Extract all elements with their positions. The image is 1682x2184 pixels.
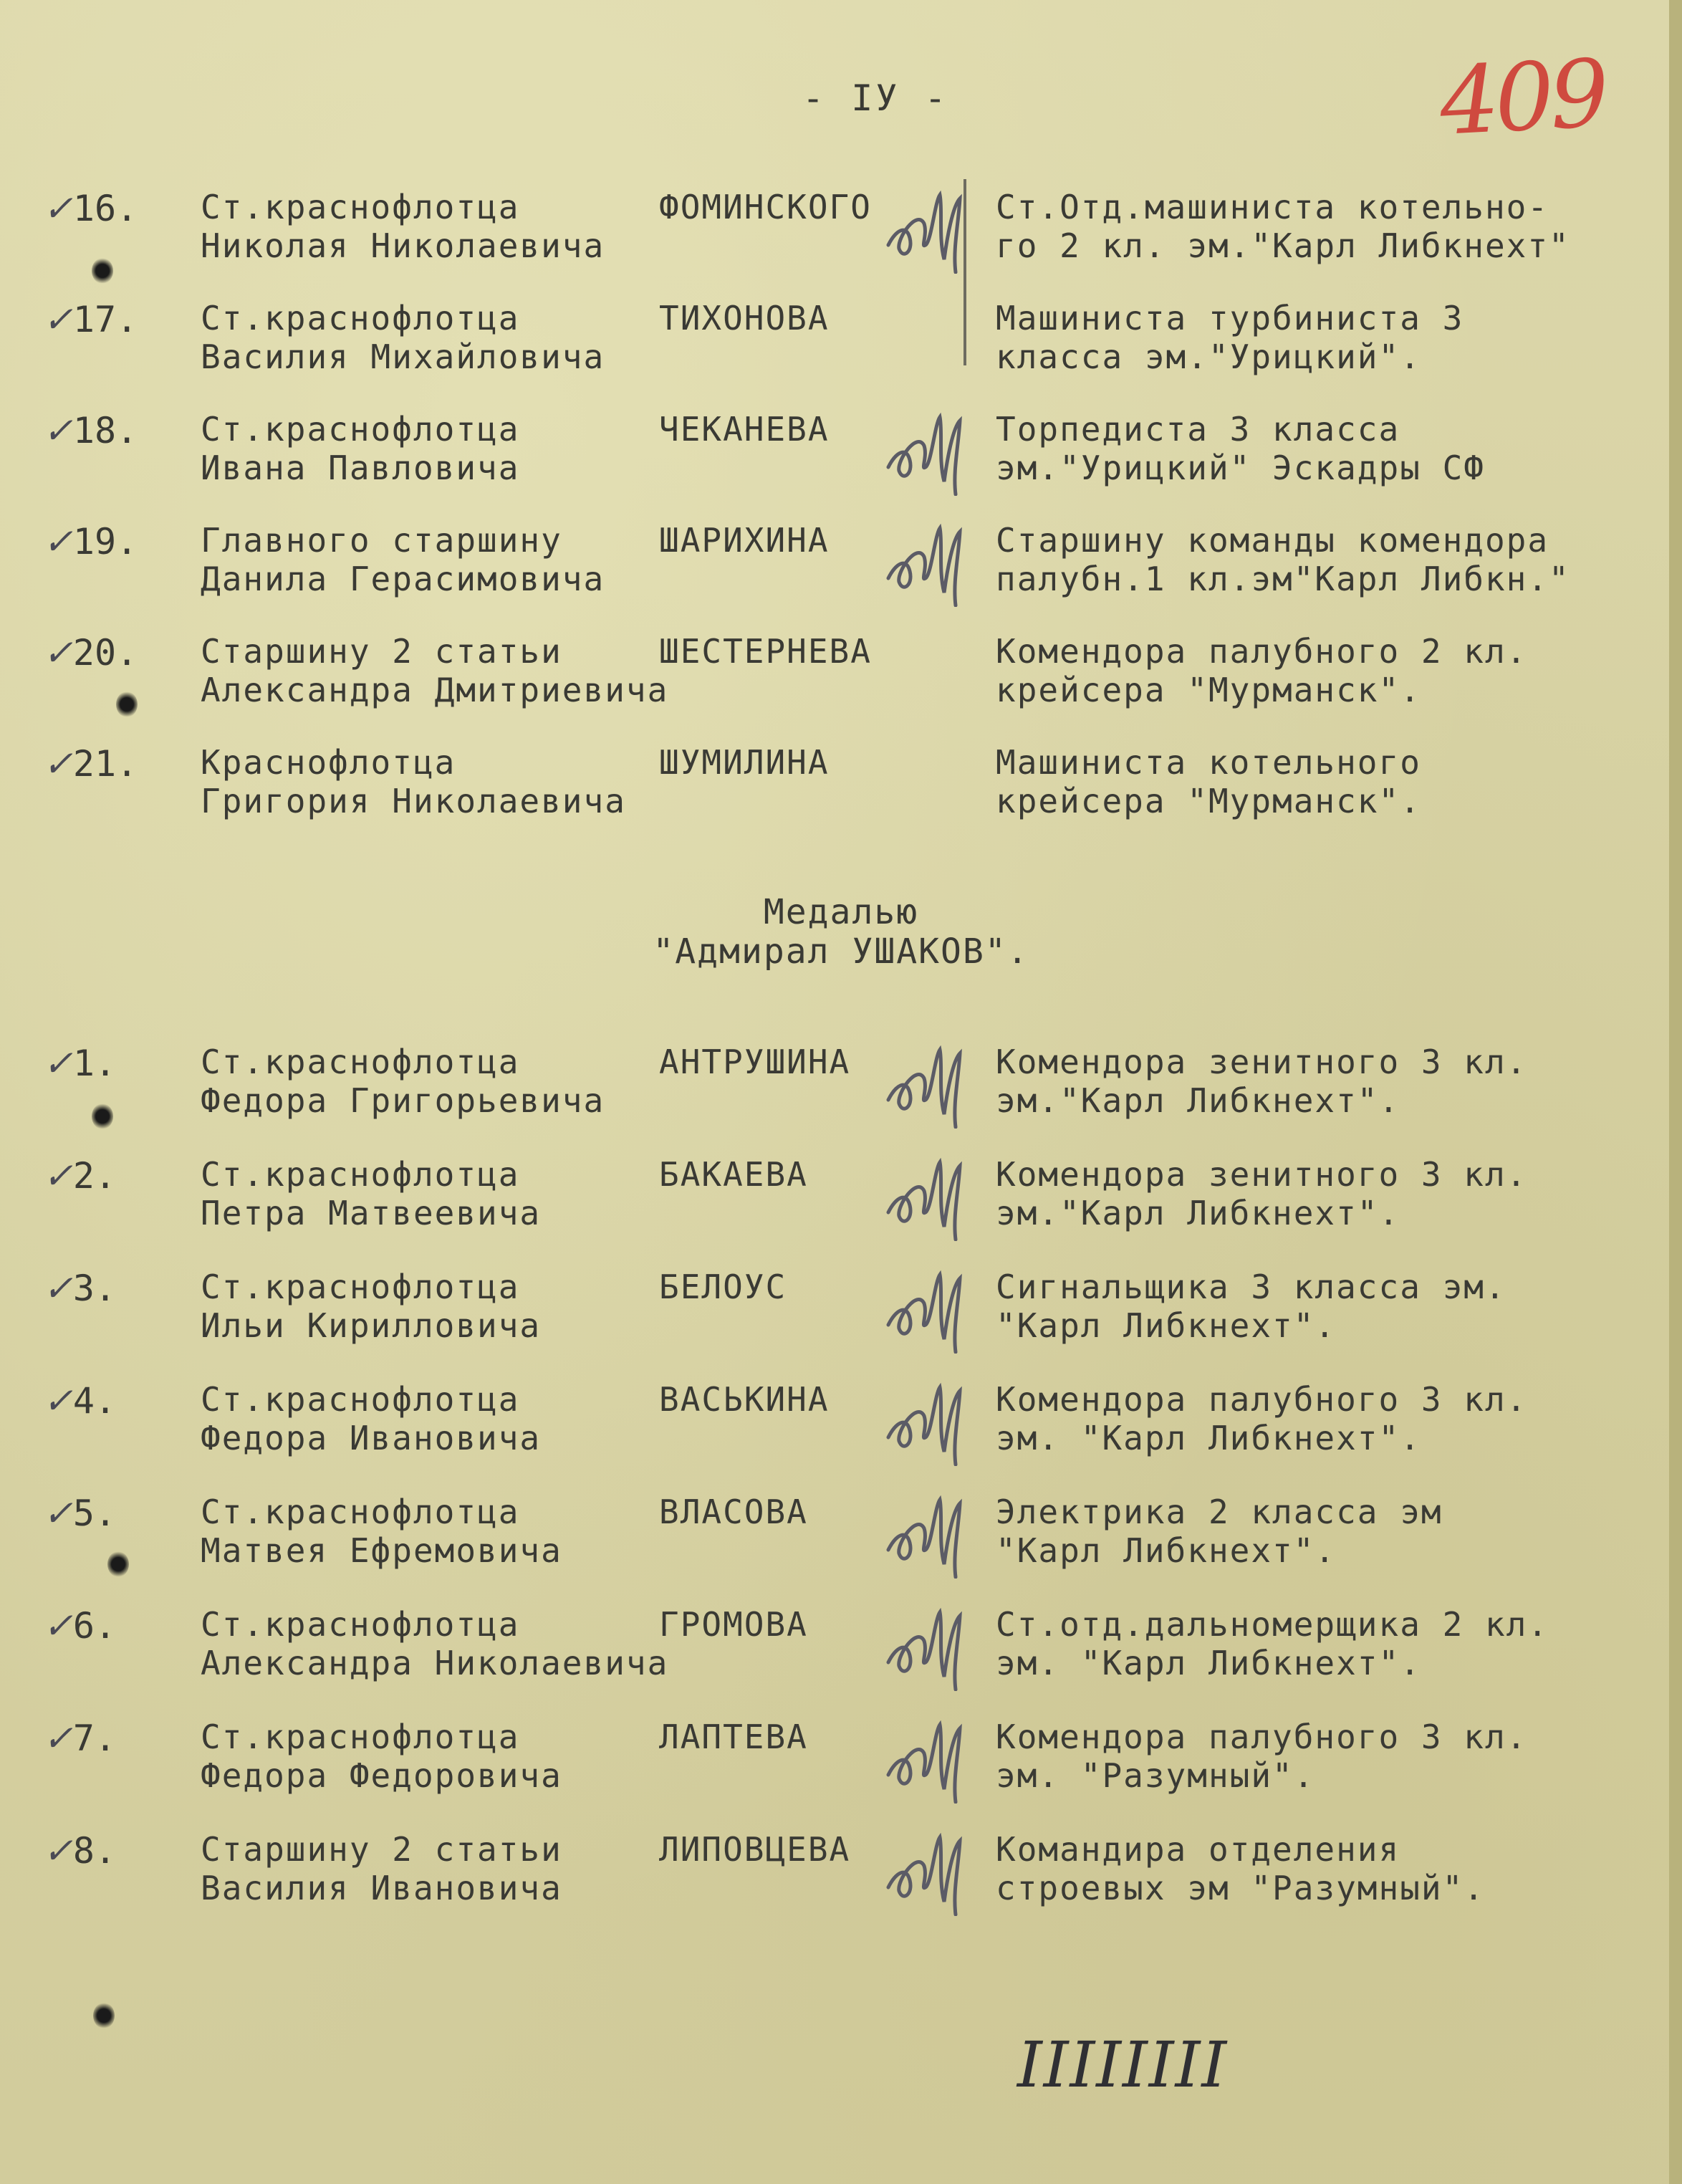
entry-position-line1: Ст.Отд.машиниста котельно-: [996, 188, 1549, 226]
entry-rank: Ст.краснофлотца: [201, 410, 520, 449]
entry-position-line1: Комендора зенитного 3 кл.: [996, 1155, 1528, 1194]
punch-hole: [92, 1103, 113, 1129]
entry-position-line2: класса эм."Урицкий".: [996, 337, 1421, 376]
award-entry: [0, 743, 1682, 829]
checkmark-icon: ✓: [43, 1155, 73, 1197]
entry-surname: ШУМИЛИНА: [659, 743, 830, 782]
entry-given-names: Данила Герасимовича: [201, 560, 605, 598]
entry-number-text: 1.: [72, 1043, 117, 1084]
entry-surname: ВАСЬКИНА: [659, 1380, 830, 1419]
checkmark-icon: ✓: [43, 521, 73, 562]
entry-position-line1: Ст.отд.дальномерщика 2 кл.: [996, 1605, 1549, 1644]
entry-position-line2: эм."Урицкий" Эскадры СФ: [996, 449, 1485, 487]
entry-number: [43, 521, 179, 562]
entry-surname: ГРОМОВА: [659, 1605, 808, 1644]
entry-surname: ЧЕКАНЕВА: [659, 410, 830, 449]
checkmark-icon: ✓: [43, 1493, 73, 1534]
checkmark-icon: ✓: [43, 1268, 73, 1309]
checkmark-icon: ✓: [43, 1830, 73, 1872]
entry-position-line2: строевых эм "Разумный".: [996, 1869, 1485, 1907]
punch-hole: [92, 258, 113, 284]
entry-number: [43, 1043, 179, 1084]
pencil-signature: [881, 1485, 967, 1579]
entry-surname: ШАРИХИНА: [659, 521, 830, 560]
archive-number: 409: [1437, 39, 1607, 156]
entry-given-names: Василия Михайловича: [201, 337, 605, 376]
checkmark-icon: ✓: [43, 743, 73, 785]
entry-rank: Ст.краснофлотца: [201, 188, 520, 226]
checkmark-icon: ✓: [43, 1043, 73, 1084]
entry-surname: ФОМИНСКОГО: [659, 188, 872, 226]
entry-number-text: 7.: [72, 1718, 117, 1759]
pencil-signature: [881, 1035, 967, 1129]
entry-number: [43, 1830, 179, 1872]
entry-position-line2: эм. "Разумный".: [996, 1756, 1315, 1795]
entry-position-line1: Старшину команды комендора: [996, 521, 1549, 560]
entry-number: [43, 632, 179, 674]
entry-given-names: Александра Николаевича: [201, 1644, 669, 1682]
entry-number: [43, 1380, 179, 1422]
entry-number: [43, 1268, 179, 1309]
checkmark-icon: ✓: [43, 632, 73, 674]
entry-rank: Ст.краснофлотца: [201, 1718, 520, 1756]
entry-rank: Главного старшину: [201, 521, 562, 560]
entry-number: [43, 1718, 179, 1759]
entry-rank: Старшину 2 статьи: [201, 1830, 562, 1869]
entry-number-text: 18.: [72, 410, 138, 451]
entry-number: [43, 188, 179, 229]
entry-number: [43, 1605, 179, 1647]
punch-hole: [116, 691, 138, 717]
entry-surname: АНТРУШИНА: [659, 1043, 851, 1081]
entry-number-text: 6.: [72, 1605, 117, 1647]
entry-surname: ЛАПТЕВА: [659, 1718, 808, 1756]
award-entry: [0, 1380, 1682, 1466]
entry-number-text: 3.: [72, 1268, 117, 1309]
entry-position-line2: эм. "Карл Либкнехт".: [996, 1644, 1421, 1682]
entry-position-line2: палубн.1 кл.эм"Карл Либкн.": [996, 560, 1570, 598]
entry-position-line2: эм."Карл Либкнехт".: [996, 1194, 1400, 1232]
entry-rank: Ст.краснофлотца: [201, 1155, 520, 1194]
entry-position-line1: Комендора палубного 2 кл.: [996, 632, 1528, 671]
checkmark-icon: ✓: [43, 299, 73, 340]
entry-given-names: Николая Николаевича: [201, 226, 605, 265]
entry-position-line1: Комендора палубного 3 кл.: [996, 1718, 1528, 1756]
award-entry: [0, 410, 1682, 496]
award-entry: [0, 299, 1682, 385]
award-entry: [0, 1493, 1682, 1579]
entry-position-line2: "Карл Либкнехт".: [996, 1531, 1337, 1570]
entry-position-line2: эм."Карл Либкнехт".: [996, 1081, 1400, 1120]
entry-number: [43, 299, 179, 340]
pencil-signature: [881, 1823, 967, 1916]
pencil-signature: [881, 1148, 967, 1241]
entry-given-names: Александра Дмитриевича: [201, 671, 669, 709]
entry-position-line2: эм. "Карл Либкнехт".: [996, 1419, 1421, 1457]
entry-position-line1: Комендора палубного 3 кл.: [996, 1380, 1528, 1419]
checkmark-icon: ✓: [43, 1605, 73, 1647]
entry-position-line1: Машиниста котельного: [996, 743, 1421, 782]
entry-surname: ШЕСТЕРНЕВА: [659, 632, 872, 671]
entry-rank: Ст.краснофлотца: [201, 1043, 520, 1081]
entry-given-names: Василия Ивановича: [201, 1869, 562, 1907]
award-entry: [0, 1043, 1682, 1129]
entry-number-text: 4.: [72, 1380, 117, 1422]
entry-surname: ВЛАСОВА: [659, 1493, 808, 1531]
entry-number-text: 20.: [72, 632, 138, 674]
entry-rank: Ст.краснофлотца: [201, 1493, 520, 1531]
entry-position-line2: крейсера "Мурманск".: [996, 671, 1421, 709]
pencil-signature: [881, 1710, 967, 1804]
entry-rank: Ст.краснофлотца: [201, 299, 520, 337]
entry-number-text: 5.: [72, 1493, 117, 1534]
entry-number: [43, 1155, 179, 1197]
entry-number-text: 16.: [72, 188, 138, 229]
entry-position-line1: Электрика 2 класса эм: [996, 1493, 1443, 1531]
award-entry: [0, 521, 1682, 607]
checkmark-icon: ✓: [43, 1718, 73, 1759]
pencil-signature: [881, 181, 967, 274]
pencil-signature: [881, 1373, 967, 1466]
entry-position-line1: Машиниста турбиниста 3: [996, 299, 1464, 337]
entry-position-line2: крейсера "Мурманск".: [996, 782, 1421, 820]
entry-rank: Ст.краснофлотца: [201, 1380, 520, 1419]
tally-marks: IIIIIIII: [1017, 2028, 1229, 2102]
checkmark-icon: ✓: [43, 410, 73, 451]
punch-hole: [107, 1551, 129, 1577]
entry-rank: Старшину 2 статьи: [201, 632, 562, 671]
entry-number-text: 8.: [72, 1830, 117, 1872]
entry-position-line1: Командира отделения: [996, 1830, 1400, 1869]
entry-given-names: Ильи Кирилловича: [201, 1306, 542, 1345]
award-entry: [0, 632, 1682, 718]
award-entry: [0, 1268, 1682, 1354]
pencil-signature: [881, 514, 967, 607]
award-entry: [0, 1718, 1682, 1804]
entry-surname: ТИХОНОВА: [659, 299, 830, 337]
entry-number: [43, 410, 179, 451]
entry-given-names: Матвея Ефремовича: [201, 1531, 562, 1570]
entry-number-text: 17.: [72, 299, 138, 340]
entry-surname: БАКАЕВА: [659, 1155, 808, 1194]
entry-given-names: Федора Федоровича: [201, 1756, 562, 1795]
entry-surname: БЕЛОУС: [659, 1268, 787, 1306]
entry-given-names: Федора Ивановича: [201, 1419, 542, 1457]
entry-given-names: Петра Матвеевича: [201, 1194, 542, 1232]
entry-rank: Ст.краснофлотца: [201, 1268, 520, 1306]
entry-given-names: Ивана Павловича: [201, 449, 520, 487]
entry-position-line1: Сигнальщика 3 класса эм.: [996, 1268, 1506, 1306]
pencil-signature: [881, 1598, 967, 1691]
entry-number: [43, 1493, 179, 1534]
entry-number: [43, 743, 179, 785]
entry-number-text: 19.: [72, 521, 138, 562]
entry-number-text: 2.: [72, 1155, 117, 1197]
entry-surname: ЛИПОВЦЕВА: [659, 1830, 851, 1869]
checkmark-icon: ✓: [43, 188, 73, 229]
page-number: - IУ -: [802, 77, 949, 119]
pencil-signature: [881, 403, 967, 496]
entry-given-names: Федора Григорьевича: [201, 1081, 605, 1120]
entry-given-names: Григория Николаевича: [201, 782, 626, 820]
entry-position-line1: Торпедиста 3 класса: [996, 410, 1400, 449]
award-entry: [0, 1605, 1682, 1691]
award-entry: [0, 1155, 1682, 1241]
section-title-line2: "Адмирал УШАКОВ".: [653, 931, 1029, 972]
entry-rank: Краснофлотца: [201, 743, 456, 782]
award-entry: [0, 1830, 1682, 1916]
entry-number-text: 21.: [72, 743, 138, 785]
entry-position-line2: "Карл Либкнехт".: [996, 1306, 1337, 1345]
award-entry: [0, 188, 1682, 274]
entry-position-line1: Комендора зенитного 3 кл.: [996, 1043, 1528, 1081]
section-title-line1: Медалью: [763, 892, 919, 932]
entry-rank: Ст.краснофлотца: [201, 1605, 520, 1644]
checkmark-icon: ✓: [43, 1380, 73, 1422]
punch-hole: [93, 2003, 115, 2029]
entry-position-line2: го 2 кл. эм."Карл Либкнехт": [996, 226, 1570, 265]
pencil-signature: [881, 1260, 967, 1354]
